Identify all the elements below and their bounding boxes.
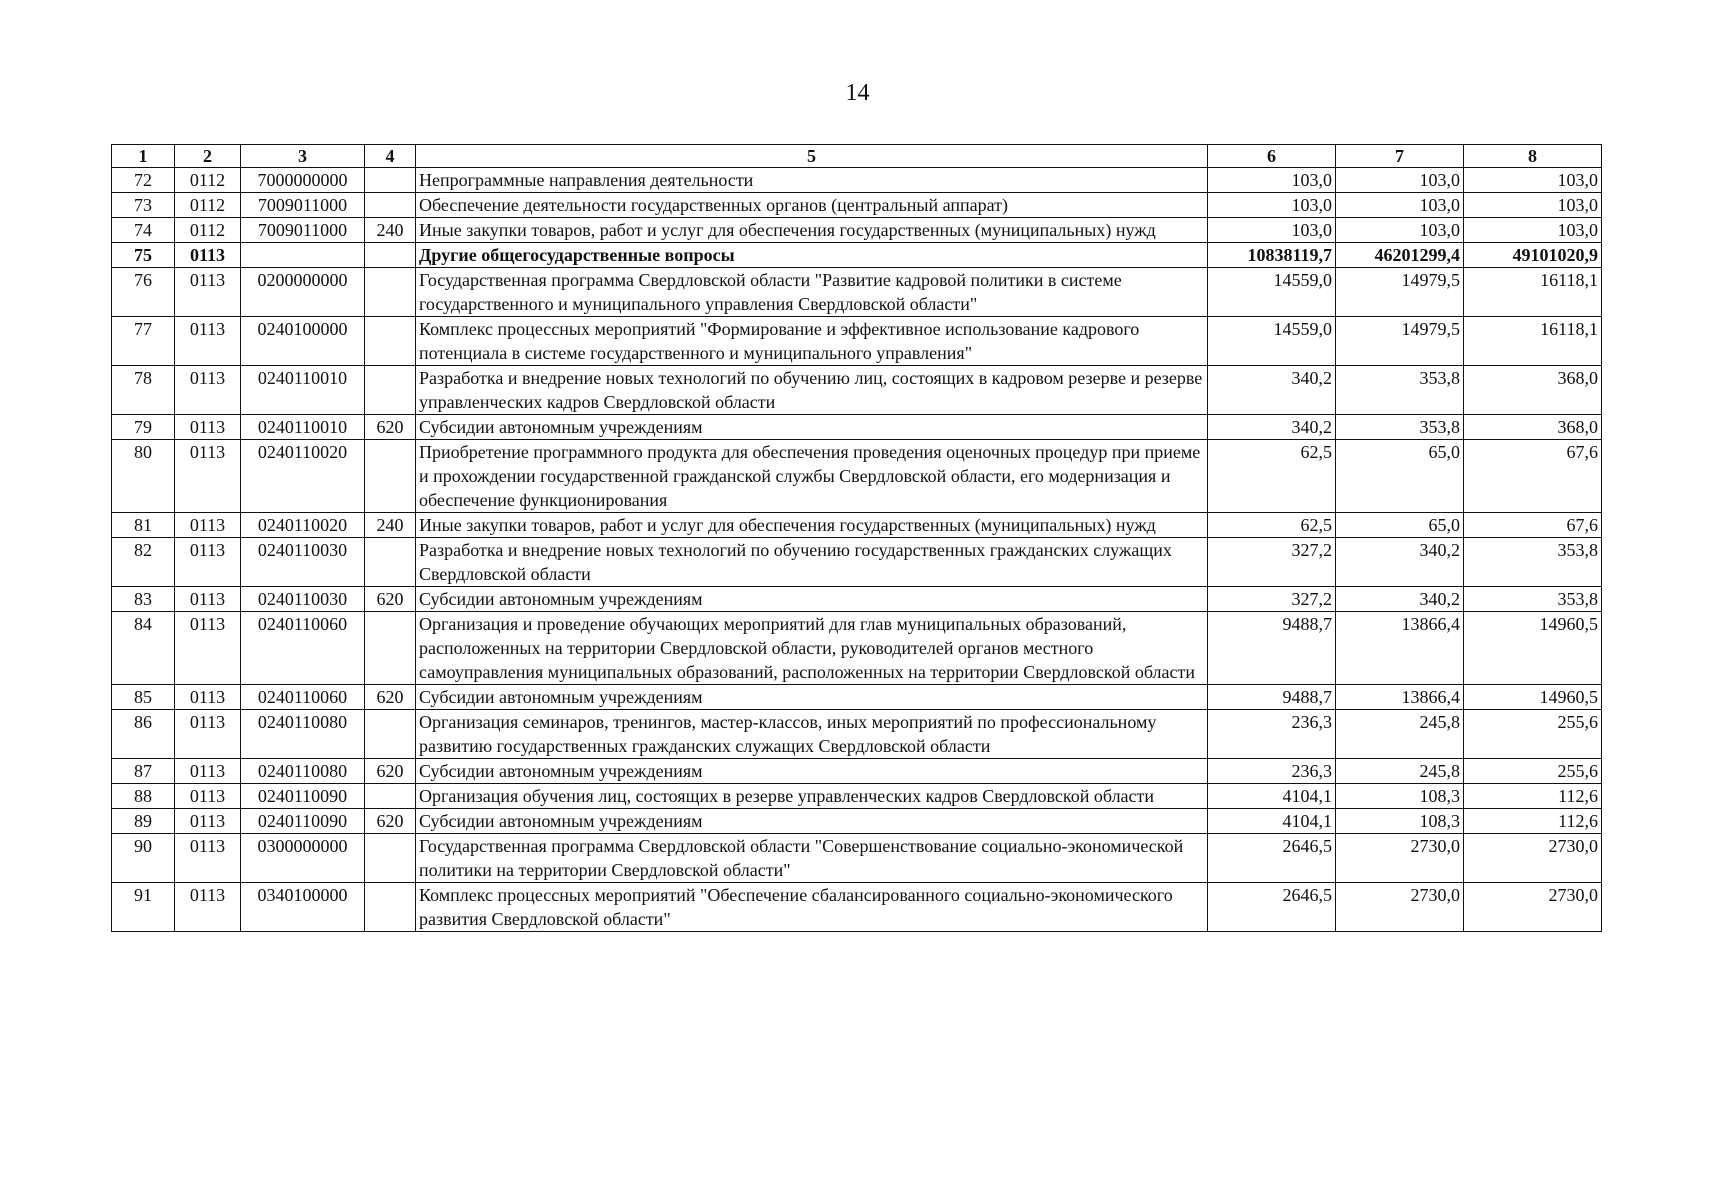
description-cell: Субсидии автономным учреждениям: [416, 685, 1208, 710]
description-cell: Организация и проведение обучающих мероприятий для глав муниципальных образований, расположенных на территории Свердловской области, руководителей органов местного самоуправления муниципальных образований, расположенных на территории Свердловской области: [416, 612, 1208, 685]
expense-type-cell: [365, 784, 416, 809]
amount-col7-cell: 340,2: [1336, 587, 1464, 612]
row-number-cell: 90: [112, 834, 175, 883]
section-code-cell: 0113: [175, 317, 241, 366]
target-code-cell: 0240110080: [241, 759, 365, 784]
table-row: [112, 538, 1602, 587]
amount-col7-cell: 245,8: [1336, 759, 1464, 784]
table-row: [112, 193, 1602, 218]
amount-col6-cell: 10838119,7: [1208, 243, 1336, 268]
amount-col8-cell: 14960,5: [1464, 612, 1602, 685]
amount-col7-cell: 245,8: [1336, 710, 1464, 759]
column-header: 8: [1464, 145, 1602, 168]
table-row: [112, 809, 1602, 834]
section-code-cell: 0113: [175, 538, 241, 587]
description-cell: Разработка и внедрение новых технологий по обучению лиц, состоящих в кадровом резерве и резерве управленческих кадров Свердловской области: [416, 366, 1208, 415]
table-row: [112, 784, 1602, 809]
amount-col8-cell: 16118,1: [1464, 317, 1602, 366]
amount-col8-cell: 16118,1: [1464, 268, 1602, 317]
expense-type-cell: 620: [365, 415, 416, 440]
amount-col8-cell: 353,8: [1464, 538, 1602, 587]
target-code-cell: 0240110020: [241, 513, 365, 538]
amount-col6-cell: 4104,1: [1208, 809, 1336, 834]
row-number-cell: 72: [112, 168, 175, 193]
section-code-cell: 0113: [175, 612, 241, 685]
target-code-cell: 0300000000: [241, 834, 365, 883]
section-code-cell: 0113: [175, 243, 241, 268]
column-header: 5: [416, 145, 1208, 168]
row-number-cell: 78: [112, 366, 175, 415]
amount-col8-cell: 112,6: [1464, 784, 1602, 809]
target-code-cell: 0240110030: [241, 587, 365, 612]
target-code-cell: [241, 243, 365, 268]
row-number-cell: 83: [112, 587, 175, 612]
amount-col8-cell: 103,0: [1464, 168, 1602, 193]
row-number-cell: 80: [112, 440, 175, 513]
expense-type-cell: [365, 268, 416, 317]
row-number-cell: 91: [112, 883, 175, 932]
row-number-cell: 84: [112, 612, 175, 685]
amount-col6-cell: 327,2: [1208, 538, 1336, 587]
row-number-cell: 85: [112, 685, 175, 710]
section-code-cell: 0113: [175, 759, 241, 784]
description-cell: Субсидии автономным учреждениям: [416, 415, 1208, 440]
expense-type-cell: [365, 243, 416, 268]
target-code-cell: 0240110080: [241, 710, 365, 759]
description-cell: Организация семинаров, тренингов, мастер-классов, иных мероприятий по профессиональному развитию государственных гражданских служащих Свердловской области: [416, 710, 1208, 759]
expense-type-cell: 620: [365, 809, 416, 834]
target-code-cell: 7000000000: [241, 168, 365, 193]
amount-col7-cell: 353,8: [1336, 366, 1464, 415]
amount-col6-cell: 4104,1: [1208, 784, 1336, 809]
row-number-cell: 79: [112, 415, 175, 440]
section-code-cell: 0113: [175, 587, 241, 612]
amount-col6-cell: 14559,0: [1208, 317, 1336, 366]
description-cell: Организация обучения лиц, состоящих в резерве управленческих кадров Свердловской области: [416, 784, 1208, 809]
description-cell: Субсидии автономным учреждениям: [416, 587, 1208, 612]
table-row: [112, 883, 1602, 932]
amount-col6-cell: 2646,5: [1208, 834, 1336, 883]
target-code-cell: 0240110060: [241, 685, 365, 710]
amount-col7-cell: 65,0: [1336, 440, 1464, 513]
amount-col8-cell: 67,6: [1464, 440, 1602, 513]
expense-type-cell: [365, 612, 416, 685]
amount-col6-cell: 236,3: [1208, 759, 1336, 784]
table-row: [112, 685, 1602, 710]
expense-type-cell: [365, 883, 416, 932]
row-number-cell: 77: [112, 317, 175, 366]
table-row: [112, 759, 1602, 784]
amount-col7-cell: 103,0: [1336, 218, 1464, 243]
amount-col7-cell: 2730,0: [1336, 834, 1464, 883]
amount-col7-cell: 103,0: [1336, 193, 1464, 218]
description-cell: Субсидии автономным учреждениям: [416, 759, 1208, 784]
table-row: [112, 415, 1602, 440]
row-number-cell: 73: [112, 193, 175, 218]
table-row: [112, 168, 1602, 193]
description-cell: Приобретение программного продукта для обеспечения проведения оценочных процедур при приеме и прохождении государственной гражданской службы Свердловской области, его модернизация и обеспечение функционирования: [416, 440, 1208, 513]
amount-col7-cell: 46201299,4: [1336, 243, 1464, 268]
table-row: [112, 834, 1602, 883]
column-header: 1: [112, 145, 175, 168]
page-number: 14: [845, 80, 870, 106]
section-code-cell: 0112: [175, 168, 241, 193]
section-code-cell: 0113: [175, 834, 241, 883]
amount-col7-cell: 108,3: [1336, 784, 1464, 809]
section-code-cell: 0113: [175, 268, 241, 317]
target-code-cell: 0240110090: [241, 809, 365, 834]
description-cell: Обеспечение деятельности государственных органов (центральный аппарат): [416, 193, 1208, 218]
expense-type-cell: [365, 710, 416, 759]
expense-type-cell: 620: [365, 759, 416, 784]
section-code-cell: 0112: [175, 218, 241, 243]
description-cell: Государственная программа Свердловской области "Развитие кадровой политики в системе государственного и муниципального управления Свердловской области": [416, 268, 1208, 317]
section-code-cell: 0113: [175, 883, 241, 932]
row-number-cell: 76: [112, 268, 175, 317]
expense-type-cell: 240: [365, 218, 416, 243]
column-header: 3: [241, 145, 365, 168]
table-row: [112, 317, 1602, 366]
amount-col8-cell: 67,6: [1464, 513, 1602, 538]
amount-col7-cell: 13866,4: [1336, 685, 1464, 710]
section-code-cell: 0113: [175, 710, 241, 759]
description-cell: Другие общегосударственные вопросы: [416, 243, 1208, 268]
section-code-cell: 0113: [175, 415, 241, 440]
description-cell: Непрограммные направления деятельности: [416, 168, 1208, 193]
column-header: 6: [1208, 145, 1336, 168]
row-number-cell: 74: [112, 218, 175, 243]
row-number-cell: 86: [112, 710, 175, 759]
description-cell: Разработка и внедрение новых технологий по обучению государственных гражданских служащих Свердловской области: [416, 538, 1208, 587]
amount-col7-cell: 353,8: [1336, 415, 1464, 440]
amount-col7-cell: 13866,4: [1336, 612, 1464, 685]
amount-col8-cell: 2730,0: [1464, 834, 1602, 883]
target-code-cell: 7009011000: [241, 193, 365, 218]
section-code-cell: 0113: [175, 784, 241, 809]
expense-type-cell: 240: [365, 513, 416, 538]
row-number-cell: 89: [112, 809, 175, 834]
target-code-cell: 0240100000: [241, 317, 365, 366]
amount-col8-cell: 49101020,9: [1464, 243, 1602, 268]
amount-col8-cell: 255,6: [1464, 710, 1602, 759]
amount-col8-cell: 255,6: [1464, 759, 1602, 784]
row-number-cell: 82: [112, 538, 175, 587]
table-row: [112, 243, 1602, 268]
amount-col7-cell: 14979,5: [1336, 268, 1464, 317]
expense-type-cell: [365, 440, 416, 513]
expense-type-cell: [365, 168, 416, 193]
table-row: [112, 513, 1602, 538]
amount-col7-cell: 14979,5: [1336, 317, 1464, 366]
amount-col8-cell: 368,0: [1464, 366, 1602, 415]
header-row: [112, 145, 1602, 168]
amount-col6-cell: 340,2: [1208, 415, 1336, 440]
amount-col6-cell: 62,5: [1208, 513, 1336, 538]
amount-col8-cell: 103,0: [1464, 218, 1602, 243]
description-cell: Комплекс процессных мероприятий "Обеспечение сбалансированного социально-экономического развития Свердловской области": [416, 883, 1208, 932]
description-cell: Иные закупки товаров, работ и услуг для обеспечения государственных (муниципальных) нужд: [416, 513, 1208, 538]
target-code-cell: 0240110090: [241, 784, 365, 809]
expense-type-cell: [365, 317, 416, 366]
amount-col8-cell: 14960,5: [1464, 685, 1602, 710]
expense-type-cell: [365, 538, 416, 587]
amount-col7-cell: 340,2: [1336, 538, 1464, 587]
amount-col6-cell: 9488,7: [1208, 612, 1336, 685]
amount-col6-cell: 9488,7: [1208, 685, 1336, 710]
section-code-cell: 0112: [175, 193, 241, 218]
amount-col8-cell: 103,0: [1464, 193, 1602, 218]
table-row: [112, 612, 1602, 685]
row-number-cell: 88: [112, 784, 175, 809]
target-code-cell: 7009011000: [241, 218, 365, 243]
amount-col8-cell: 368,0: [1464, 415, 1602, 440]
amount-col6-cell: 236,3: [1208, 710, 1336, 759]
table-row: [112, 268, 1602, 317]
table-row: [112, 710, 1602, 759]
amount-col6-cell: 62,5: [1208, 440, 1336, 513]
description-cell: Комплекс процессных мероприятий "Формирование и эффективное использование кадрового потенциала в системе государственного и муниципального управления": [416, 317, 1208, 366]
section-code-cell: 0113: [175, 513, 241, 538]
amount-col6-cell: 327,2: [1208, 587, 1336, 612]
column-header: 7: [1336, 145, 1464, 168]
table-row: [112, 440, 1602, 513]
expense-type-cell: 620: [365, 587, 416, 612]
section-code-cell: 0113: [175, 685, 241, 710]
expense-type-cell: 620: [365, 685, 416, 710]
column-header: 4: [365, 145, 416, 168]
column-header: 2: [175, 145, 241, 168]
section-code-cell: 0113: [175, 366, 241, 415]
description-cell: Субсидии автономным учреждениям: [416, 809, 1208, 834]
target-code-cell: 0240110030: [241, 538, 365, 587]
row-number-cell: 81: [112, 513, 175, 538]
amount-col8-cell: 353,8: [1464, 587, 1602, 612]
row-number-cell: 87: [112, 759, 175, 784]
expense-type-cell: [365, 193, 416, 218]
amount-col8-cell: 2730,0: [1464, 883, 1602, 932]
amount-col6-cell: 103,0: [1208, 218, 1336, 243]
amount-col7-cell: 65,0: [1336, 513, 1464, 538]
amount-col6-cell: 2646,5: [1208, 883, 1336, 932]
section-code-cell: 0113: [175, 440, 241, 513]
amount-col6-cell: 340,2: [1208, 366, 1336, 415]
budget-table: [111, 144, 1602, 932]
table-row: [112, 218, 1602, 243]
amount-col6-cell: 103,0: [1208, 168, 1336, 193]
expense-type-cell: [365, 834, 416, 883]
target-code-cell: 0340100000: [241, 883, 365, 932]
description-cell: Иные закупки товаров, работ и услуг для обеспечения государственных (муниципальных) нужд: [416, 218, 1208, 243]
target-code-cell: 0240110060: [241, 612, 365, 685]
amount-col8-cell: 112,6: [1464, 809, 1602, 834]
section-code-cell: 0113: [175, 809, 241, 834]
amount-col6-cell: 103,0: [1208, 193, 1336, 218]
amount-col7-cell: 103,0: [1336, 168, 1464, 193]
row-number-cell: 75: [112, 243, 175, 268]
table-row: [112, 587, 1602, 612]
amount-col6-cell: 14559,0: [1208, 268, 1336, 317]
table-row: [112, 366, 1602, 415]
amount-col7-cell: 2730,0: [1336, 883, 1464, 932]
target-code-cell: 0240110010: [241, 366, 365, 415]
target-code-cell: 0200000000: [241, 268, 365, 317]
target-code-cell: 0240110020: [241, 440, 365, 513]
target-code-cell: 0240110010: [241, 415, 365, 440]
expense-type-cell: [365, 366, 416, 415]
description-cell: Государственная программа Свердловской области "Совершенствование социально-экономической политики на территории Свердловской области": [416, 834, 1208, 883]
amount-col7-cell: 108,3: [1336, 809, 1464, 834]
